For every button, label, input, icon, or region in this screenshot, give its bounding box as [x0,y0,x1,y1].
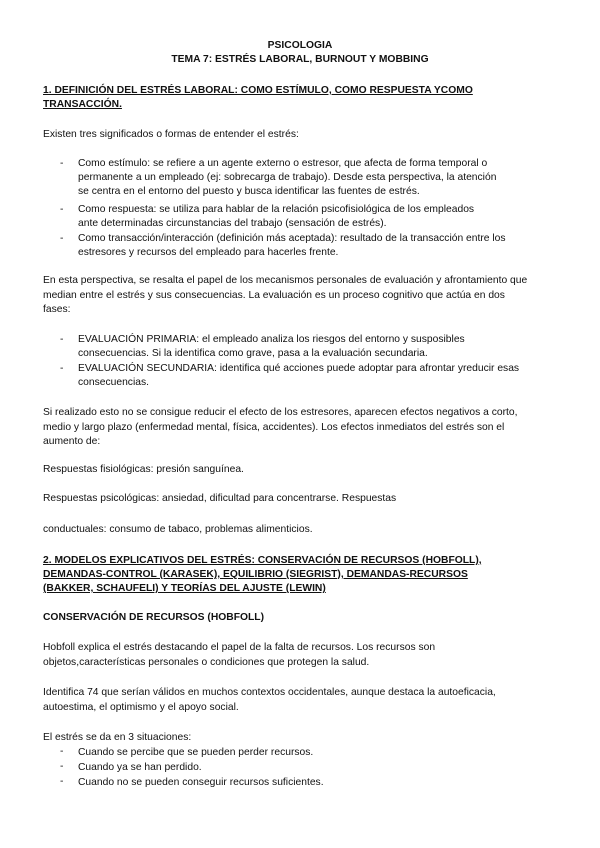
list-item-line: EVALUACIÓN PRIMARIA: el empleado analiza los riesgos del entorno y susposibles [78,334,465,345]
paragraph-line: Si realizado esto no se consigue reducir el efecto de los estresores, aparecen efectos negativos a corto, [43,407,518,418]
document-topic: TEMA 7: ESTRÉS LABORAL, BURNOUT Y MOBBING [171,54,429,65]
heading-line: 2. MODELOS EXPLICATIVOS DEL ESTRÉS: CONSERVACIÓN DE RECURSOS (HOBFOLL), [43,555,482,566]
hobfoll-subheading: CONSERVACIÓN DE RECURSOS (HOBFOLL) [43,612,265,623]
perspective-paragraph [43,274,527,318]
paragraph-line: autoestima, el optimismo y el apoyo social. [43,701,239,713]
list-item-line: estresores y recursos del empleado para hacerles frente. [78,247,339,258]
paragraph-line: aumento de: [43,436,101,447]
physiological-responses: Respuestas fisiológicas: presión sanguínea. [43,464,244,475]
situations-intro: El estrés se da en 3 situaciones: [43,732,192,743]
list-item-line: ante determinadas circunstancias del trabajo (sensación de estrés). [78,218,387,229]
list-item-line: consecuencias. Si la identifica como grave, pasa a la evaluación secundaria. [78,348,428,359]
paragraph-line: medio y largo plazo (enfermedad mental, física, accidentes). Los efectos inmediatos del estrés son el [43,421,505,433]
list-item: Cuando se percibe que se pueden perder recursos. [78,747,314,758]
list-item [78,157,496,199]
section1-intro: Existen tres significados o formas de entender el estrés: [43,129,299,140]
paragraph-line: Hobfoll explica el estrés destacando el papel de la falta de recursos. Los recursos son [43,642,436,653]
paragraph-line: objetos,características personales o condiciones que protegen la salud. [43,656,370,668]
list-item-line: Como transacción/interacción (definición más aceptada): resultado de la transacción entre los [78,233,506,244]
bullet-mark: - [60,158,64,169]
section2-heading [43,554,482,596]
hobfoll-paragraph-2 [43,686,496,715]
effects-paragraph [43,406,518,450]
list-item [78,333,465,361]
list-item-line: Como estímulo: se refiere a un agente externo o estresor, que afecta de forma temporal o [78,158,488,169]
bullet-mark: - [60,776,64,787]
paragraph-line: median entre el estrés y sus consecuencias. La evaluación es un proceso cognitivo que actúa en dos [43,289,505,301]
bullet-mark: - [60,334,64,345]
section1-heading-line2: TRANSACCIÓN. [43,99,122,110]
paragraph-line: En esta perspectiva, se resalta el papel de los mecanismos personales de evaluación y afrontamiento que [43,275,528,286]
list-item-line: EVALUACIÓN SECUNDARIA: identifica qué acciones puede adoptar para afrontar yreducir esas [78,363,520,374]
bullet-mark: - [60,363,64,374]
behavioral-responses: conductuales: consumo de tabaco, problemas alimenticios. [43,524,313,535]
list-item [78,232,506,260]
list-item-line: se centra en el entorno del puesto y busca identificar las fuentes de estrés. [78,186,420,197]
heading-line: (BAKKER, SCHAUFELI) Y TEORÍAS DEL AJUSTE (LEWIN) [43,583,326,594]
psychological-responses: Respuestas psicológicas: ansiedad, dificultad para concentrarse. Respuestas [43,493,397,504]
paragraph-line: Identifica 74 que serían válidos en muchos contextos occidentales, aunque destaca la autoeficacia, [43,687,496,698]
list-item-line: consecuencias. [78,377,149,388]
bullet-mark: - [60,761,64,772]
hobfoll-paragraph-1 [43,641,435,670]
list-item: Cuando no se pueden conseguir recursos suficientes. [78,777,324,788]
heading-line: DEMANDAS-CONTROL (KARASEK), EQUILIBRIO (SIEGRIST), DEMANDAS-RECURSOS [43,569,468,580]
bullet-mark: - [60,204,64,215]
bullet-mark: - [60,233,64,244]
list-item [78,362,519,390]
document-subject: PSICOLOGIA [267,40,333,51]
list-item [78,203,474,231]
list-item: Cuando ya se han perdido. [78,762,202,773]
section1-heading-line1: 1. DEFINICIÓN DEL ESTRÉS LABORAL: COMO ESTÍMULO, COMO RESPUESTA YCOMO [43,85,473,96]
list-item-line: Como respuesta: se utiliza para hablar de la relación psicofisiológica de los empleados [78,204,475,215]
paragraph-line: fases: [43,304,71,315]
bullet-mark: - [60,746,64,757]
list-item-line: permanente a un empleado (ej: sobrecarga de trabajo). Desde esta perspectiva, la atención [78,172,497,183]
